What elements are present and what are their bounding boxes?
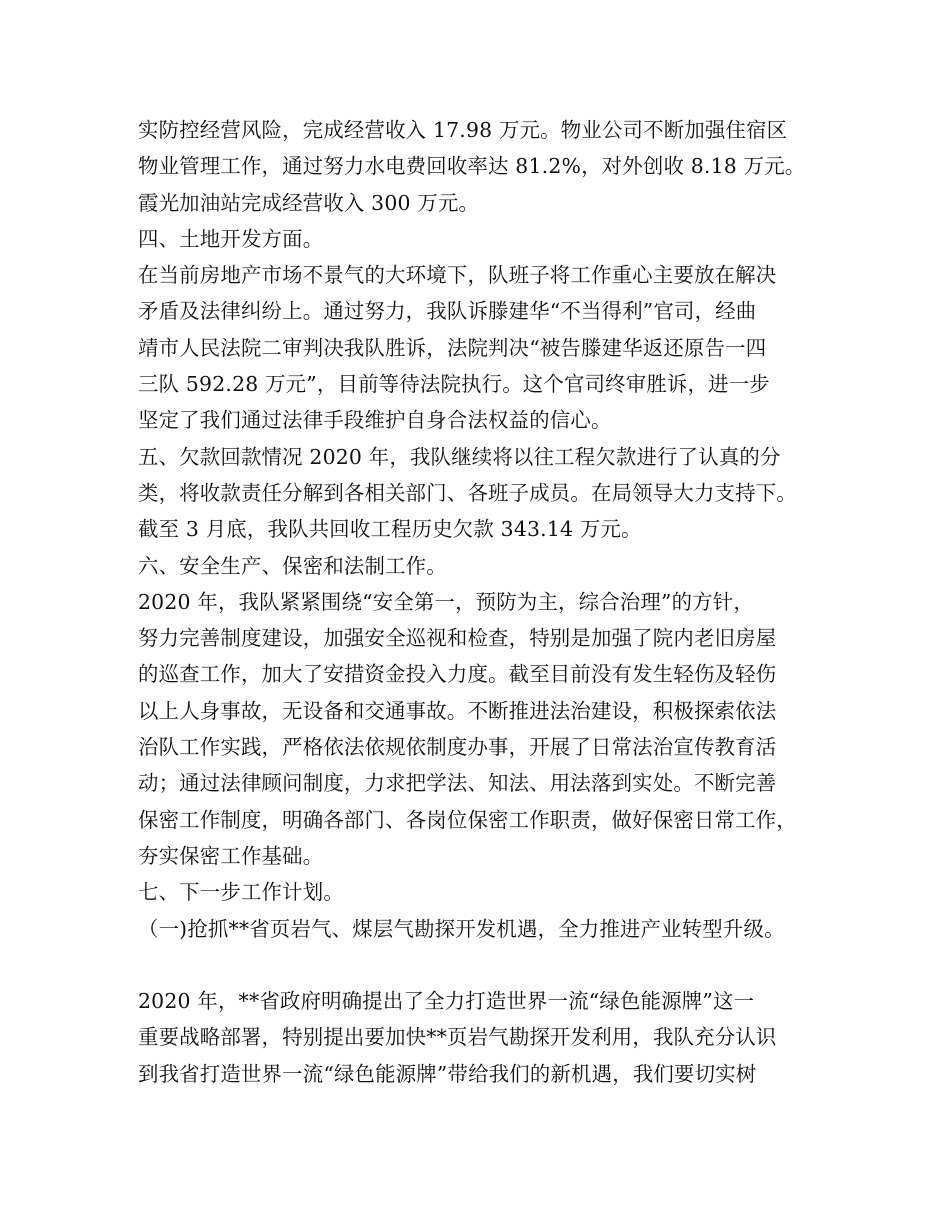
text-line-27: 到我省打造世界一流“绿色能源牌”带给我们的新机遇，我们要切实树 [138, 1061, 757, 1086]
text-line-18: 治队工作实践，严格依法依规依制度办事，开展了日常法治宣传教育活 [138, 735, 777, 760]
text-line-21: 夯实保密工作基础。 [138, 843, 324, 868]
text-line-1: 实防控经营风险，完成经营收入 17.98 万元。物业公司不断加强住宿区 [138, 118, 788, 142]
subsection-heading-1: （一)抢抓**省页岩气、煤层气勘探开发机遇，全力推进产业转型升级。 [138, 916, 785, 941]
section-heading-7: 七、下一步工作计划。 [138, 880, 344, 905]
text-line-3: 霞光加油站完成经营收入 300 万元。 [138, 190, 480, 215]
document-body [138, 112, 828, 1092]
text-line-5: 在当前房地产市场不景气的大环境下，队班子将工作重心主要放在解决 [138, 263, 777, 288]
text-line-25: 2020 年，**省政府明确提出了全力打造世界一流“绿色能源牌”这一 [138, 989, 755, 1014]
section-heading-6: 六、安全生产、保密和法制工作。 [138, 553, 447, 578]
text-line-12: 截至 3 月底，我队共回收工程历史欠款 343.14 万元。 [138, 517, 642, 542]
text-line-15: 努力完善制度建设，加强安全巡视和检查，特别是加强了院内老旧房屋 [138, 626, 777, 651]
text-line-17: 以上人身事故，无设备和交通事故。不断推进法治建设，积极探索依法 [138, 698, 777, 723]
text-line-20: 保密工作制度，明确各部门、各岗位保密工作职责，做好保密日常工作， [138, 807, 797, 832]
text-line-26: 重要战略部署，特别提出要加快**页岩气勘探开发利用，我队充分认识 [138, 1025, 777, 1050]
text-line-7: 靖市人民法院二审判决我队胜诉，法院判决“被告滕建华返还原告一四 [138, 335, 767, 360]
text-line-9: 坚定了我们通过法律手段维护自身合法权益的信心。 [138, 408, 612, 433]
text-line-6: 矛盾及法律纠纷上。通过努力，我队诉滕建华“不当得利”官司，经曲 [138, 299, 757, 324]
text-line-16: 的巡查工作，加大了安措资金投入力度。截至目前没有发生轻伤及轻伤 [138, 662, 777, 687]
text-line-14: 2020 年，我队紧紧围绕“安全第一，预防为主，综合治理”的方针， [138, 589, 754, 614]
section-heading-4: 四、土地开发方面。 [138, 226, 324, 251]
blank-line [138, 947, 828, 983]
text-line-2: 物业管理工作，通过努力水电费回收率达 81.2%，对外创收 8.18 万元。 [138, 154, 806, 179]
section-heading-5: 五、欠款回款情况 2020 年，我队继续将以往工程欠款进行了认真的分 [138, 444, 781, 469]
text-line-8: 三队 592.28 万元”，目前等待法院执行。这个官司终审胜诉，进一步 [138, 372, 770, 397]
text-line-19: 动；通过法律顾问制度，力求把学法、知法、用法落到实处。不断完善 [138, 771, 777, 796]
text-line-11: 类，将收款责任分解到各相关部门、各班子成员。在局领导大力支持下。 [138, 480, 797, 505]
